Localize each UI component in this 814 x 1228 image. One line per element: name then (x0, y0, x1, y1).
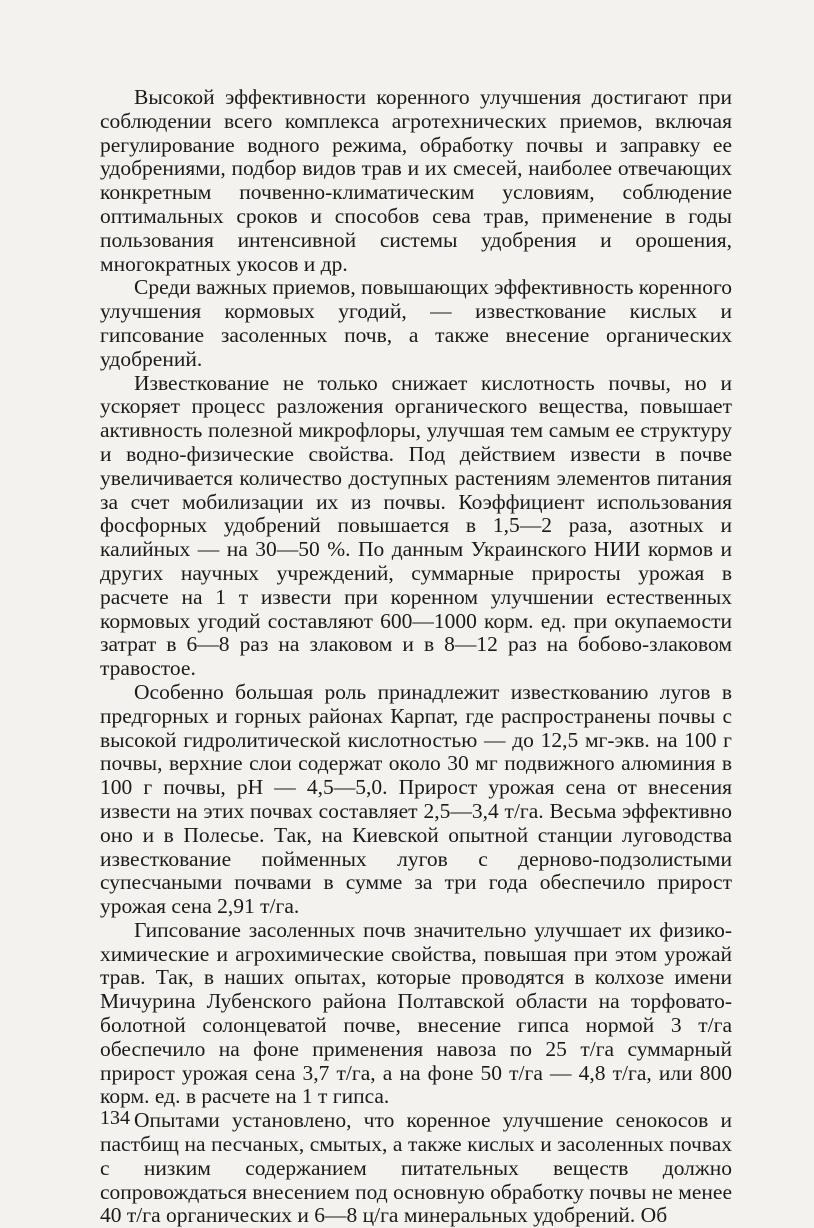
paragraph-1: Высокой эффективности коренного улучшения достигают при соблюдении всего комплекса агротехнических приемов, включая регулирование водного режима, обработку почвы и заправку ее удобрениями, подбор видов трав и их смесей, наиболее отвечающих конкретным почвенно-климатическим условиям, соблюдение оптимальных сроков и способов сева трав, применение в годы пользования интенсивной системы удобрения и орошения, многократных укосов и др. (100, 85, 732, 276)
paragraph-6: Опытами установлено, что коренное улучшение сенокосов и пастбищ на песчаных, смытых, а также кислых и засоленных почвах с низким содержанием питательных веществ должно сопровождаться внесением под основную обработку почвы не менее 40 т/га органических и 6—8 ц/га минеральных удобрений. Об (100, 1108, 732, 1228)
paragraph-4: Особенно большая роль принадлежит известкованию лугов в предгорных и горных районах Карпат, где распространены почвы с высокой гидролитической кислотностью — до 12,5 мг-экв. на 100 г почвы, верхние слои содержат около 30 мг подвижного алюминия в 100 г почвы, pH — 4,5—5,0. Прирост урожая сена от внесения извести на этих почвах составляет 2,5—3,4 т/га. Весьма эффективно оно и в Полесье. Так, на Киевской опытной станции луговодства известкование пойменных лугов с дерново-подзолистыми супесчаными почвами в сумме за три года обеспечило прирост урожая сена 2,91 т/га. (100, 679, 732, 919)
paragraph-2: Среди важных приемов, повышающих эффективность коренного улучшения кормовых угодий, — известкование кислых и гипсование засоленных почв, а также внесение органических удобрений. (100, 275, 732, 371)
page-number: 134 (100, 1107, 130, 1129)
page-body (100, 86, 732, 1228)
paragraph-5: Гипсование засоленных почв значительно улучшает их физико-химические и агрохимические свойства, повышая при этом урожай трав. Так, в наших опытах, которые проводятся в колхозе имени Мичурина Лубенского района Полтавской области на торфовато-болотной солонцеватой почве, внесение гипса нормой 3 т/га обеспечило на фоне применения навоза по 25 т/га суммарный прирост урожая сена 3,7 т/га, а на фоне 50 т/га — 4,8 т/га, или 800 корм. ед. в расчете на 1 т гипса. (100, 917, 732, 1109)
paragraph-3: Известкование не только снижает кислотность почвы, но и ускоряет процесс разложения органического вещества, повышает активность полезной микрофлоры, улучшая тем самым ее структуру и водно-физические свойства. Под действием извести в почве увеличивается количество доступных растениям элементов питания за счет мобилизации их из почвы. Коэффициент использования фосфорных удобрений повышается в 1,5—2 раза, азотных и калийных — на 30—50 %. По данным Украинского НИИ кормов и других научных учреждений, суммарные приросты урожая в расчете на 1 т извести при коренном улучшении естественных кормовых угодий составляют 600—1000 корм. ед. при окупаемости затрат в 6—8 раз на злаковом и в 8—12 раз на бобово-злаковом травостое. (100, 370, 732, 681)
